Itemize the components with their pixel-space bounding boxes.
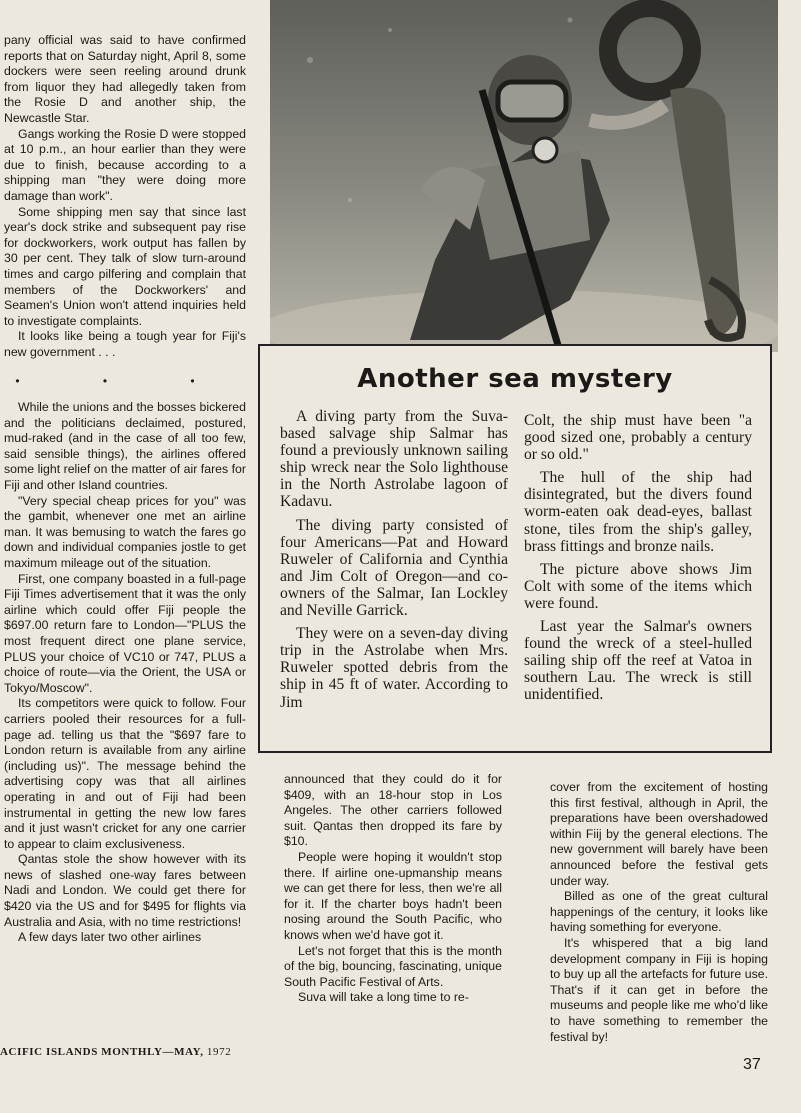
paragraph: pany official was said to have confirmed reports that on Saturday night, April 8, some dockers were seen reeling around drunk from liquor they had allegedly taken from the Rosie D and another ship, the Newcastle Star. [4,33,246,125]
paragraph: Its competitors were quick to follow. Four carriers pooled their resources for a full-page ad. telling us that the "$697 fare to London return is available from any airline (including us)". The message behind the advertising copy was that all airlines operating in and out of Fiji had been instrumental in getting the new low fares and it just wasn't cricket for any one carrier to appear to claim exclusiveness. [4,696,246,851]
right-column [550,780,768,1045]
sea-mystery-box [258,344,772,753]
paragraph: Gangs working the Rosie D were stopped at 10 p.m., an hour earlier than they were due to finish, because according to a shipping man "they were doing more damage than work". [4,126,246,203]
page-number: 37 [743,1056,761,1073]
paragraph: Billed as one of the great cultural happenings of the century, it looks like having something for everyone. [550,889,768,935]
paragraph: It looks like being a tough year for Fiji's new government . . . [4,329,246,359]
paragraph: First, one company boasted in a full-page Fiji Times advertisement that it was the only airline which could offer Fiji people the $697.00 return fare to London—"PLUS the most frequent direct one plane service, PLUS your choice of VC10 or 747, PLUS a choice of route—via the Orient, the USA or Tokyo/Moscow". [4,571,246,695]
publication-name: ACIFIC ISLANDS MONTHLY—MAY, [0,1046,204,1058]
paragraph: cover from the excitement of hosting this first festival, although in April, the preparations have been overshadowed within Fiij by the general elections. The new government will barely have been announced before the festival gets under way. [550,780,768,888]
paragraph: The hull of the ship had disintegrated, but the divers found worm-eaten oak dead-eyes, ballast stone, tiles from the ship's galley, brass fittings and bronze nails. [524,469,752,555]
paragraph: The picture above shows Jim Colt with some of the items which were found. [524,560,752,612]
paragraph: The diving party consisted of four Americans—Pat and Howard Ruweler of California and Cynthia and Jim Colt of Oregon—and co-owners of the Salmar, Ian Lockley and Neville Garrick. [280,516,508,620]
paragraph: Colt, the ship must have been "a good sized one, probably a century or so old." [524,412,752,464]
paragraph: Last year the Salmar's owners found the wreck of a steel-hulled sailing ship off the reef at Vatoa in southern Lau. The wreck is still unidentified. [524,618,752,704]
diver-photo-icon [270,0,778,352]
paragraph: While the unions and the bosses bickered and the politicians declaimed, postured, mud-raked (and in the case of all too few, said sensible things), the airlines offered some light relief on the matter of air fares for Fiji and other Island countries. [4,400,246,493]
paragraph: They were on a seven-day diving trip in the Astrolabe when Mrs. Ruweler spotted debris from the ship in 45 ft of water. According to Jim [280,625,508,711]
page-footer [0,1046,231,1058]
diver-photo [270,0,778,352]
paragraph: It's whispered that a big land development company in Fiji is hoping to buy up all the artefacts for future use. That's if it can get in before the museums and people like me who'd like to have something to remember the festival by! [550,935,768,1044]
publication-year: 1972 [206,1046,232,1058]
paragraph: Let's not forget that this is the month of the big, bouncing, fascinating, unique South Pacific Festival of Arts. [284,943,502,989]
story-column-2 [524,412,752,710]
middle-column [284,772,502,1006]
paragraph: announced that they could do it for $409, with an 18-hour stop in Los Angeles. The other carriers followed suit. Qantas then dropped its fare by $10. [284,772,502,849]
paragraph: Qantas stole the show however with its news of slashed one-way fares between Nadi and London. We could get there for $420 via the US and for $495 for flights via Australia and Asia, with no time restrictions! [4,852,246,929]
paragraph: People were hoping it wouldn't stop there. If airline one-upmanship means we can get there for less, then we're all for it. If the charter boys hadn't been nosing around the South Pacific, who knows when we'd have got it. [284,849,502,942]
paragraph: A diving party from the Suva-based salvage ship Salmar has found a previously unknown sailing ship wreck near the Solo lighthouse in the North Astrolabe lagoon of Kadavu. [280,408,508,511]
paragraph: "Very special cheap prices for you" was the gambit, whenever one met an airline man. It was bemusing to watch the fares go down and individual companies jostle to get maximum mileage out of the situation. [4,493,246,570]
paragraph: Some shipping men say that since last year's dock strike and subsequent pay rise for dockworkers, work output has fallen by 30 per cent. They talk of slow turn-around times and cargo pilfering and complain that members of the Dockworkers' and Seamen's Union won't attend inquiries held to investigate complaints. [4,204,246,328]
section-divider: • • • [15,374,235,389]
paragraph: A few days later two other airlines [18,930,202,945]
story-column-1 [280,408,508,717]
left-column [4,33,246,946]
story-headline: Another sea mystery [357,364,673,394]
paragraph: Suva will take a long time to re- [298,990,469,1005]
